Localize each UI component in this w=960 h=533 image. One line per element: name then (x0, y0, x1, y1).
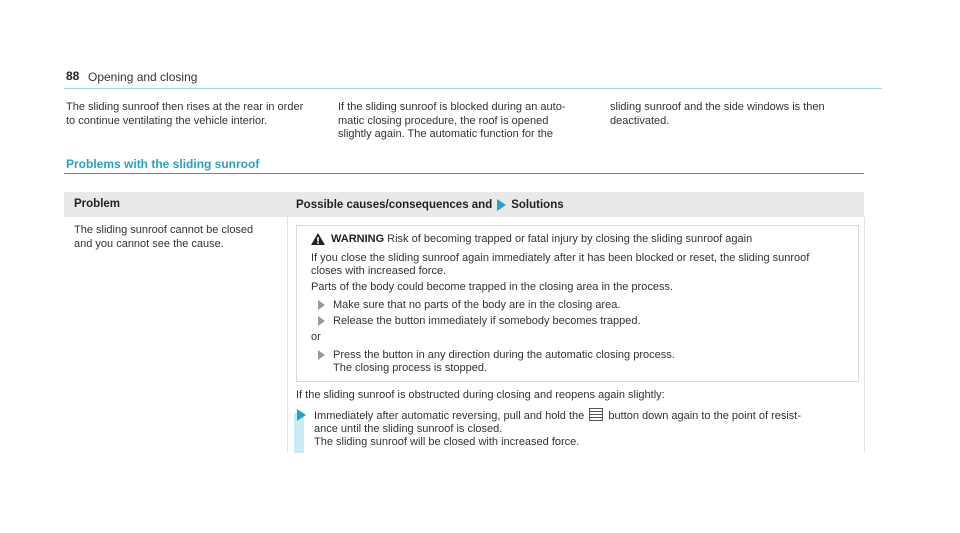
header-rule (64, 88, 882, 89)
final-step-text-b: button down again to the point of resist- (608, 410, 802, 422)
warning-step-line: Press the button in any direction during the automatic closing process. (333, 349, 675, 361)
intro-col-3 (610, 101, 870, 128)
step-arrow-icon (318, 316, 325, 326)
warning-step-text: Release the button immediately if somebody becomes trapped. (333, 315, 641, 327)
warning-step-text: Make sure that no parts of the body are in the closing area. (333, 299, 621, 311)
warning-text: Risk of becoming trapped or fatal injury by closing the sliding sunroof again (387, 233, 753, 245)
warning-heading (311, 233, 752, 245)
intro-col-3-line: sliding sunroof and the side windows is then (610, 101, 825, 113)
step-arrow-icon (297, 409, 306, 421)
table-right-border (864, 217, 865, 453)
intro-col-2-line: matic closing procedure, the roof is opened (338, 114, 549, 127)
column-header-solutions-label: Solutions (511, 199, 564, 211)
final-step-line-3: The sliding sunroof will be closed with increased force. (314, 436, 580, 448)
warning-step-3 (318, 349, 675, 375)
step-arrow-icon (497, 199, 506, 211)
warning-paragraph-2: Parts of the body could become trapped in the closing area in the process. (311, 281, 673, 293)
column-header-causes: Possible causes/consequences and (296, 199, 493, 211)
intro-col-2-line: If the sliding sunroof is blocked during an auto- (338, 101, 566, 113)
final-step-text (314, 408, 801, 449)
warning-step-1 (318, 299, 620, 312)
sunroof-button-icon (589, 408, 603, 421)
warning-step-text (333, 349, 675, 375)
warning-label: WARNING (331, 233, 385, 245)
final-step-line-2: ance until the sliding sunroof is closed. (314, 423, 503, 435)
warning-step-line: The closing process is stopped. (333, 362, 488, 374)
warning-paragraph-line: closes with increased force. (311, 265, 447, 277)
page-number: 88 (66, 69, 80, 83)
intro-col-3-line: deactivated. (610, 114, 670, 127)
intro-col-2 (338, 101, 598, 142)
intro-col-1 (66, 101, 326, 128)
obstructed-text: If the sliding sunroof is obstructed during closing and reopens again slightly: (296, 389, 665, 401)
warning-triangle-icon (311, 233, 325, 245)
step-arrow-icon (318, 300, 325, 310)
problem-cell (74, 224, 284, 251)
intro-col-1-line: The sliding sunroof then rises at the rear in order (66, 101, 304, 113)
section-header: Opening and closing (88, 70, 198, 84)
warning-step-2 (318, 315, 641, 328)
column-header-problem: Problem (74, 198, 121, 210)
section-title: Problems with the sliding sunroof (66, 157, 260, 171)
final-step-text-a: Immediately after automatic reversing, pull and hold the (314, 410, 585, 422)
final-step (297, 408, 801, 449)
warning-or: or (311, 331, 321, 343)
intro-col-1-line: to continue ventilating the vehicle interior. (66, 114, 268, 127)
warning-paragraph-line: If you close the sliding sunroof again immediately after it has been blocked or reset, the sliding sunroof (311, 252, 810, 264)
problem-line: and you cannot see the cause. (74, 237, 224, 250)
warning-paragraph-1 (311, 252, 809, 278)
column-divider (287, 217, 288, 453)
column-header-solutions (296, 199, 564, 211)
intro-col-2-line: slightly again. The automatic function for the (338, 128, 554, 140)
section-rule (64, 173, 864, 174)
problem-line: The sliding sunroof cannot be closed (74, 224, 254, 236)
step-arrow-icon (318, 350, 325, 360)
final-step-line-1 (314, 408, 801, 423)
